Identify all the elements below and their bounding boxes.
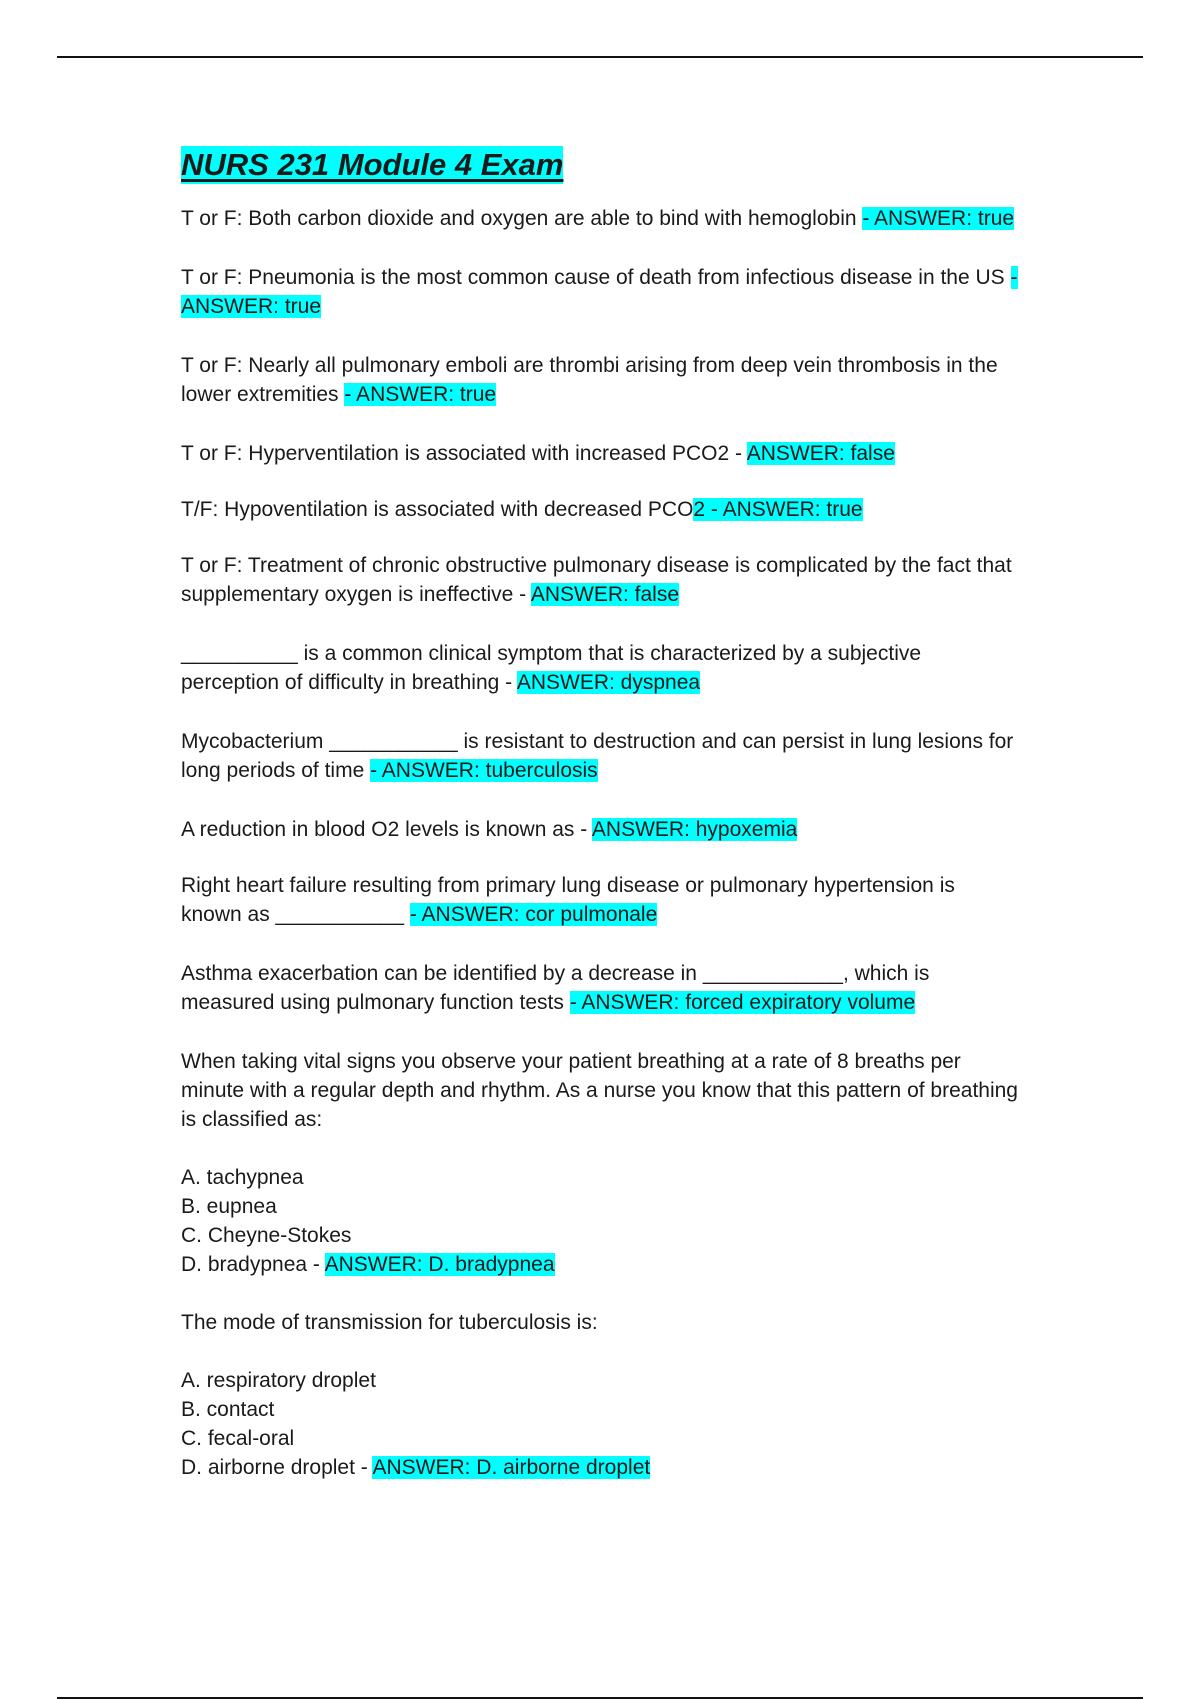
qa-item-6 [181,551,1021,609]
qa-item-5 [181,495,1021,524]
mc-option: A. respiratory droplet [181,1369,376,1392]
question-text: Right heart failure resulting from primary lung disease or pulmonary hypertension is known as ___________ [181,874,955,926]
question-text: T or F: Nearly all pulmonary emboli are thrombi arising from deep vein thrombosis in the lower extremities [181,354,998,406]
qa-item-4 [181,439,1021,468]
mc-option: B. eupnea [181,1195,277,1218]
answer-highlight: - ANSWER: true [344,383,497,406]
answer-highlight: - ANSWER: tuberculosis [370,759,598,782]
question-text: T or F: Both carbon dioxide and oxygen are able to bind with hemoglobin [181,207,863,230]
mc-question-1 [181,1047,1021,1279]
header-rule [57,56,1143,58]
qa-item-1 [181,204,1021,233]
question-text: A reduction in blood O2 levels is known as - [181,818,592,841]
mc-option-text: D. bradypnea - [181,1253,325,1276]
question-text: Mycobacterium ___________ is resistant to destruction and can persist in lung lesions for long periods of time [181,730,1014,782]
answer-highlight: ANSWER: D. bradypnea [324,1253,555,1276]
qa-item-2 [181,263,1021,321]
answer-highlight: - ANSWER: cor pulmonale [409,903,658,926]
mc-option: A. tachypnea [181,1166,304,1189]
mc-option: B. contact [181,1398,275,1421]
answer-highlight: ANSWER: false [746,442,895,465]
answer-highlight: ANSWER: hypoxemia [591,818,798,841]
answer-highlight: ANSWER: D. airborne droplet [372,1456,651,1479]
question-text: T or F: Treatment of chronic obstructive pulmonary disease is complicated by the fact that supplementary oxygen is ineffective - [181,554,1012,606]
answer-highlight: - ANSWER: true [181,266,1018,318]
mc-option-text: D. airborne droplet - [181,1456,373,1479]
question-text: T/F: Hypoventilation is associated with decreased PCO [181,498,694,521]
mc-question-text: The mode of transmission for tuberculosis is: [181,1311,598,1334]
qa-item-7 [181,639,1021,697]
qa-item-8 [181,727,1021,785]
answer-highlight: ANSWER: dyspnea [516,671,701,694]
document-body [181,146,1021,1511]
question-text: T or F: Pneumonia is the most common cause of death from infectious disease in the US [181,266,1011,289]
qa-item-9 [181,815,1021,844]
mc-question-text: When taking vital signs you observe your patient breathing at a rate of 8 breaths per minute with a regular depth and rhythm. As a nurse you know that this pattern of breathing is classified as: [181,1050,1018,1131]
mc-option: C. fecal-oral [181,1427,295,1450]
question-text: Asthma exacerbation can be identified by a decrease in ____________, which is measured using pulmonary function tests [181,962,930,1014]
qa-item-10 [181,871,1021,929]
mc-option-last [181,1453,1021,1482]
qa-item-3 [181,351,1021,409]
qa-item-11 [181,959,1021,1017]
mc-question-2 [181,1308,1021,1482]
document-title: NURS 231 Module 4 Exam [181,147,564,182]
answer-highlight: 2 - ANSWER: true [693,498,863,521]
question-text: T or F: Hyperventilation is associated with increased PCO2 - [181,442,747,465]
mc-option: C. Cheyne-Stokes [181,1224,352,1247]
question-text: __________ is a common clinical symptom that is characterized by a subjective perception of difficulty in breathing - [181,642,922,694]
mc-option-last [181,1250,1021,1279]
answer-highlight: - ANSWER: forced expiratory volume [569,991,916,1014]
answer-highlight: - ANSWER: true [862,207,1015,230]
answer-highlight: ANSWER: false [530,583,680,606]
footer-rule [57,1697,1143,1699]
